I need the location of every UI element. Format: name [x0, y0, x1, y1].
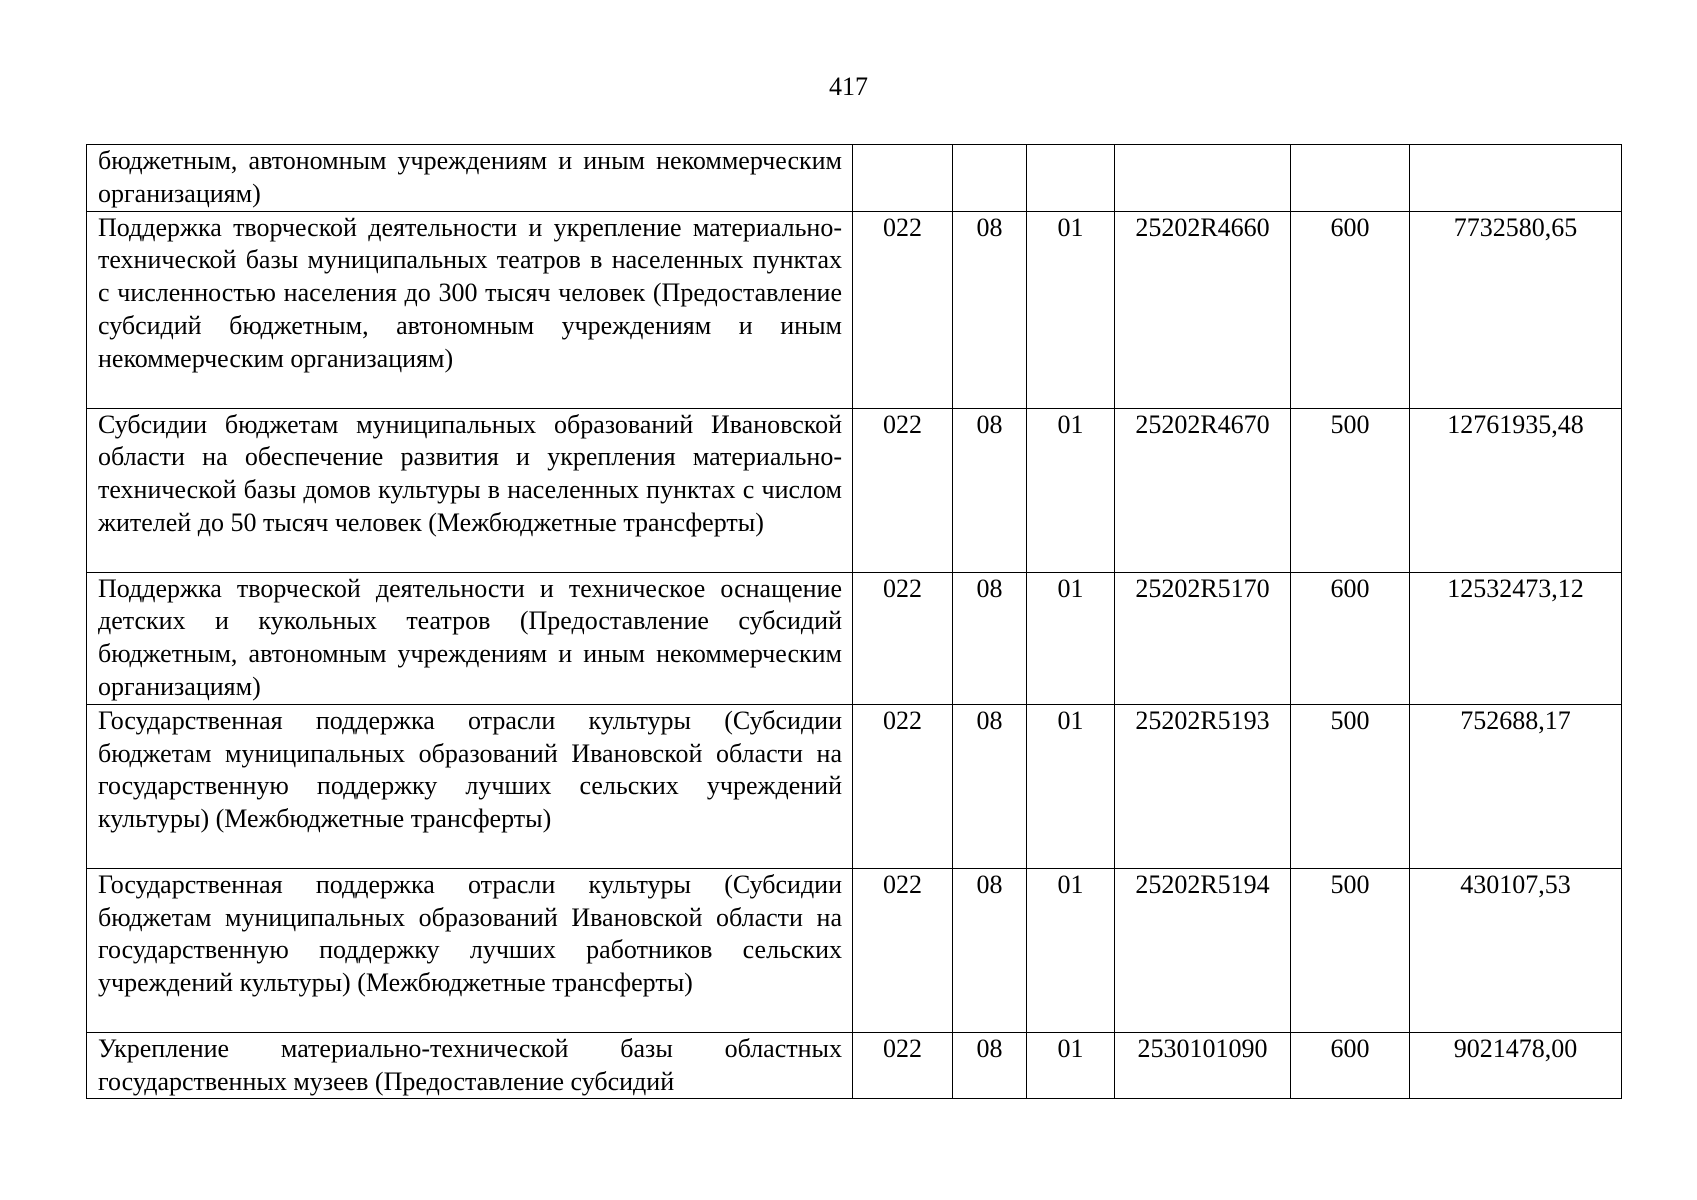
- expense-type-cell: 600: [1291, 572, 1410, 704]
- target-article-cell: 2530101090: [1115, 1032, 1291, 1099]
- ministry-code-cell: 022: [853, 408, 953, 572]
- subsection-code-cell: 01: [1027, 408, 1115, 572]
- budget-table: [86, 144, 1622, 1099]
- amount-cell: 12532473,12: [1410, 572, 1622, 704]
- ministry-code-cell: 022: [853, 704, 953, 868]
- description-cell: Субсидии бюджетам муниципальных образований Ивановской области на обеспечение развития и укрепления материально-технической базы домов культуры в населенных пунктах с числом жителей до 50 тысяч человек (Межбюджетные трансферты): [87, 408, 853, 572]
- subsection-code-cell: 01: [1027, 704, 1115, 868]
- amount-cell: 7732580,65: [1410, 211, 1622, 408]
- amount-cell: 9021478,00: [1410, 1032, 1622, 1099]
- target-article-cell: 25202R4670: [1115, 408, 1291, 572]
- section-code-cell: 08: [953, 1032, 1027, 1099]
- table-row: [87, 145, 1622, 212]
- description-cell: Поддержка творческой деятельности и укрепление материально-технической базы муниципальных театров в населенных пунктах с численностью населения до 300 тысяч человек (Предоставление субсидий бюджетным, автономным учреждениям и иным некоммерческим организациям): [87, 211, 853, 408]
- ministry-code-cell: 022: [853, 1032, 953, 1099]
- table-row: [87, 572, 1622, 704]
- subsection-code-cell: 01: [1027, 868, 1115, 1032]
- ministry-code-cell: 022: [853, 211, 953, 408]
- description-cell: бюджетным, автономным учреждениям и иным некоммерческим организациям): [87, 145, 853, 212]
- subsection-code-cell: 01: [1027, 572, 1115, 704]
- expense-type-cell: 500: [1291, 704, 1410, 868]
- expense-type-cell: 600: [1291, 211, 1410, 408]
- table-row: [87, 1032, 1622, 1099]
- table-row: [87, 868, 1622, 1032]
- expense-type-cell: 600: [1291, 1032, 1410, 1099]
- section-code-cell: 08: [953, 572, 1027, 704]
- subsection-code-cell: 01: [1027, 1032, 1115, 1099]
- section-code-cell: 08: [953, 704, 1027, 868]
- target-article-cell: 25202R5170: [1115, 572, 1291, 704]
- table-row: [87, 211, 1622, 408]
- section-code-cell: 08: [953, 211, 1027, 408]
- ministry-code-cell: [853, 145, 953, 212]
- target-article-cell: [1115, 145, 1291, 212]
- target-article-cell: 25202R5193: [1115, 704, 1291, 868]
- section-code-cell: 08: [953, 868, 1027, 1032]
- target-article-cell: 25202R4660: [1115, 211, 1291, 408]
- expense-type-cell: 500: [1291, 868, 1410, 1032]
- description-cell: Укрепление материально-технической базы областных государственных музеев (Предоставление субсидий: [87, 1032, 853, 1099]
- amount-cell: 12761935,48: [1410, 408, 1622, 572]
- ministry-code-cell: 022: [853, 572, 953, 704]
- description-cell: Государственная поддержка отрасли культуры (Субсидии бюджетам муниципальных образований Ивановской области на государственную поддержку лучших сельских учреждений культуры) (Межбюджетные трансферты): [87, 704, 853, 868]
- subsection-code-cell: 01: [1027, 211, 1115, 408]
- amount-cell: [1410, 145, 1622, 212]
- amount-cell: 752688,17: [1410, 704, 1622, 868]
- table-row: [87, 704, 1622, 868]
- section-code-cell: [953, 145, 1027, 212]
- page-number: 417: [829, 72, 868, 101]
- expense-type-cell: [1291, 145, 1410, 212]
- target-article-cell: 25202R5194: [1115, 868, 1291, 1032]
- amount-cell: 430107,53: [1410, 868, 1622, 1032]
- ministry-code-cell: 022: [853, 868, 953, 1032]
- subsection-code-cell: [1027, 145, 1115, 212]
- table-row: [87, 408, 1622, 572]
- section-code-cell: 08: [953, 408, 1027, 572]
- expense-type-cell: 500: [1291, 408, 1410, 572]
- description-cell: Поддержка творческой деятельности и техническое оснащение детских и кукольных театров (Предоставление субсидий бюджетным, автономным учреждениям и иным некоммерческим организациям): [87, 572, 853, 704]
- description-cell: Государственная поддержка отрасли культуры (Субсидии бюджетам муниципальных образований Ивановской области на государственную поддержку лучших работников сельских учреждений культуры) (Межбюджетные трансферты): [87, 868, 853, 1032]
